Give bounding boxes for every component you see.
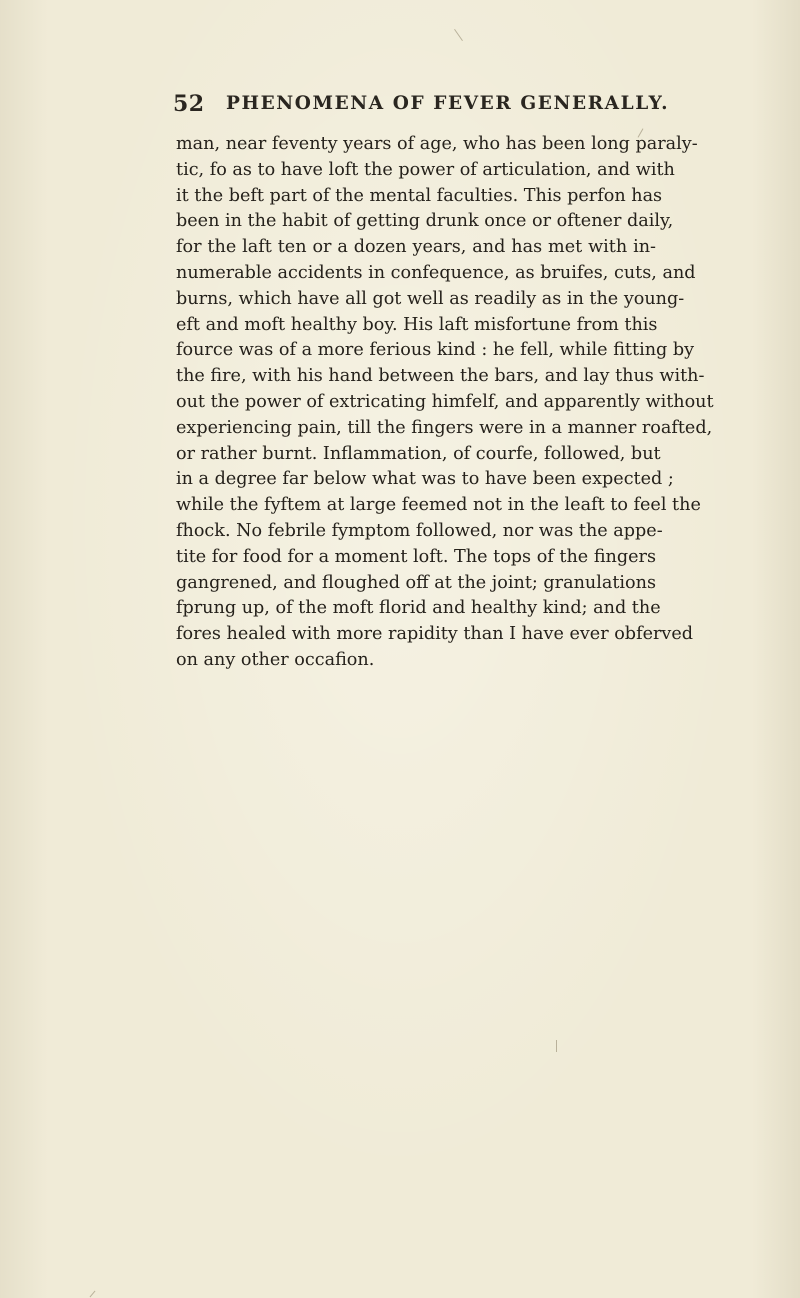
text-line: man, near feventy years of age, who has been long paraly- [176, 134, 698, 154]
text-line: fores healed with more rapidity than I have ever obferved [176, 624, 694, 645]
text-line: eft and moft healthy boy. His laft misfortune from this [176, 314, 658, 335]
text-line: while the fyftem at large feemed not in the leaft to feel the [176, 495, 701, 516]
text-line: been in the habit of getting drunk once or oftener daily, [176, 211, 674, 232]
text-line: numerable accidents in confequence, as bruifes, cuts, and [176, 262, 696, 283]
text-line: on any other occafion. [176, 649, 375, 670]
text-line: or rather burnt. Inflammation, of courfe, followed, but [176, 443, 661, 464]
text-line: out the power of extricating himfelf, and apparently without [176, 391, 714, 412]
text-line: tite for food for a moment loft. The tops of the fingers [176, 546, 656, 567]
text-line: tic, fo as to have loft the power of articulation, and with [176, 159, 675, 180]
text-line: fhock. No febrile fymptom followed, nor was the appe- [176, 520, 663, 541]
text-line: experiencing pain, till the fingers were in a manner roafted, [176, 417, 713, 438]
body-paragraph [176, 132, 714, 674]
paper-mark [90, 1291, 96, 1298]
paper-mark [454, 29, 463, 41]
text-line: for the laft ten or a dozen years, and has met with in- [176, 237, 656, 258]
paper-mark [556, 1040, 557, 1052]
page-number: 52 [173, 91, 205, 117]
text-line: the fire, with his hand between the bars, and lay thus with- [176, 366, 705, 387]
text-line: it the beft part of the mental faculties. This perfon has [176, 185, 663, 206]
running-title: PHENOMENA OF FEVER GENERALLY. [226, 93, 670, 114]
text-line: fprung up, of the moft florid and healthy kind; and the [176, 598, 661, 619]
text-line: fource was of a more ferious kind : he fell, while fitting by [176, 340, 695, 361]
text-line: gangrened, and floughed off at the joint; granulations [176, 572, 656, 593]
page-header [173, 91, 670, 123]
text-line: in a degree far below what was to have been expected ; [176, 469, 674, 490]
text-line: burns, which have all got well as readily as in the young- [176, 288, 685, 309]
